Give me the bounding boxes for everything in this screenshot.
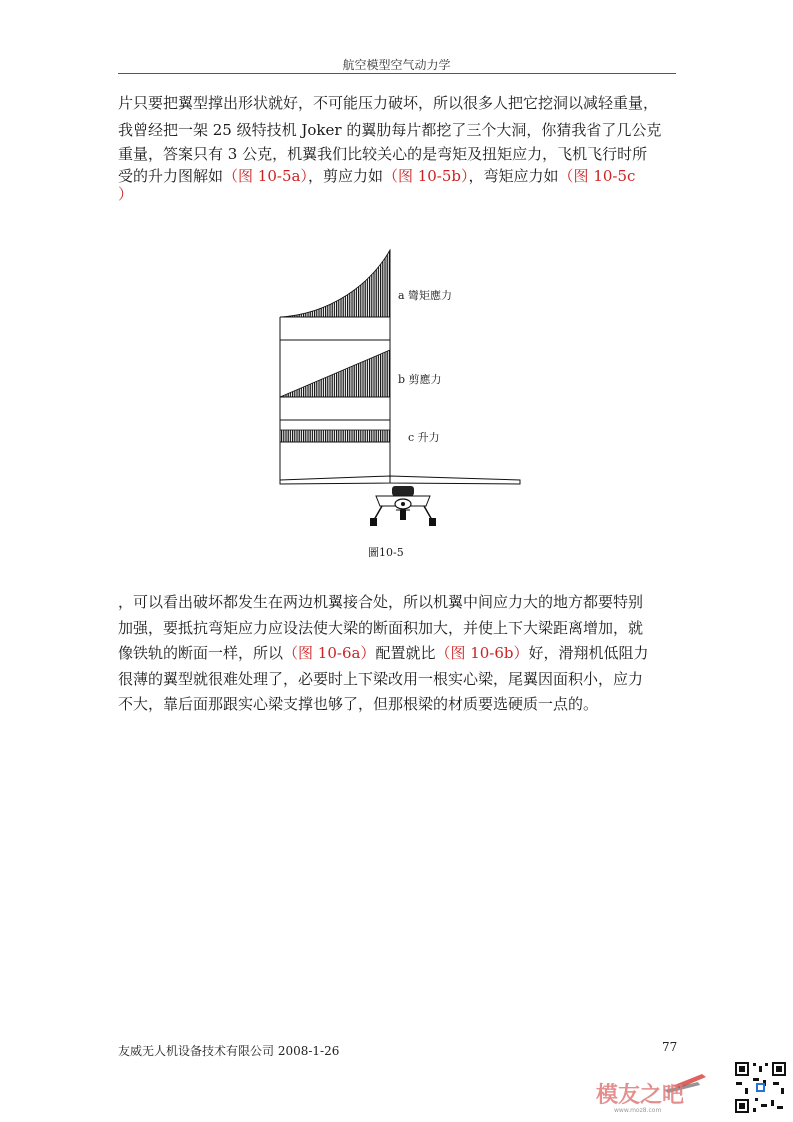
watermark-brand: 模友之吧 [596, 1083, 685, 1108]
figure-ref-10-6b: （图 10-6b） [435, 644, 529, 662]
page-number: 77 [662, 1040, 678, 1054]
watermark-logo [594, 1068, 714, 1114]
bending-moment-area [280, 250, 390, 317]
right-gear-strut [424, 506, 432, 520]
figure-ref-10-5b: （图 10-5b） [382, 167, 469, 185]
paragraph-1-line-4 [118, 165, 678, 187]
label-shear: b 剪應力 [398, 373, 442, 386]
paragraph-1 [118, 90, 678, 205]
spinner [401, 502, 405, 506]
paragraph-1-line-5 [118, 187, 678, 205]
figure-ref-10-5c-close: ） [118, 185, 134, 203]
paragraph-2-line-1: ，可以看出破坏都发生在两边机翼接合处，所以机翼中间应力大的地方都要特别 [118, 593, 644, 611]
cockpit-window [392, 486, 414, 496]
paragraph-1-line-2: 我曾经把一架 25 级特技机 Joker 的翼肋每片都挖了三个大洞，你猜我省了几公克 [118, 120, 662, 139]
paragraph-1-text: 受的升力图解如 [118, 167, 224, 185]
header-rule [118, 73, 676, 74]
footer-company-date: 友威无人机设备技术有限公司 2008-1-26 [118, 1044, 340, 1058]
label-lift: c 升力 [408, 431, 440, 444]
figure-ref-10-6a: （图 10-6a） [283, 644, 376, 662]
airplane-watermark-icon [594, 1068, 714, 1114]
figure-10-5 [270, 240, 530, 570]
paragraph-2-line-4: 很薄的翼型就很难处理了，必要时上下梁改用一根实心梁，尾翼因面积小，应力 [118, 669, 644, 688]
watermark-url: www.moz8.com [614, 1107, 662, 1114]
paragraph-2 [118, 590, 678, 718]
paragraph-2-text: 配置就比 [375, 644, 436, 662]
paragraph-1-line-3: 重量，答案只有 3 公克，机翼我们比较关心的是弯矩及扭矩应力，飞机飞行时所 [118, 145, 648, 163]
paragraph-2-text: 像铁轨的断面一样，所以 [118, 644, 284, 662]
shear-stress-area [280, 350, 390, 397]
right-wing [390, 476, 520, 484]
qr-code [733, 1060, 788, 1115]
paragraph-2-line-3 [118, 641, 678, 667]
figure-ref-10-5a: （图 10-5a） [223, 167, 308, 185]
paragraph-2-text: 好，滑翔机低阻力 [528, 644, 649, 662]
right-wheel [429, 518, 436, 526]
figure-caption: 圖10-5 [368, 546, 404, 559]
qr-code-icon [733, 1060, 788, 1115]
lift-band [280, 430, 390, 442]
paragraph-1-text: ，弯矩应力如 [468, 167, 559, 185]
left-wing [280, 476, 390, 484]
paragraph-2-line-5: 不大，靠后面那跟实心梁支撑也够了，但那根梁的材质要选硬质一点的。 [118, 695, 599, 713]
page-header-title: 航空模型空气动力学 [342, 58, 451, 72]
wing-stress-diagram [270, 240, 530, 570]
nose-wheel [400, 510, 406, 520]
paragraph-1-text: ，剪应力如 [307, 167, 383, 185]
left-wheel [370, 518, 377, 526]
left-gear-strut [374, 506, 382, 520]
paragraph-1-line-1: 片只要把翼型撑出形状就好，不可能压力破坏，所以很多人把它挖洞以减轻重量， [118, 94, 659, 112]
paragraph-2-line-2: 加强，要抵抗弯矩应力应设法使大梁的断面积加大，并使上下大梁距离增加，就 [118, 618, 644, 637]
figure-ref-10-5c: （图 10-5c [558, 167, 636, 185]
label-bending-moment: a 彎矩應力 [398, 289, 453, 302]
